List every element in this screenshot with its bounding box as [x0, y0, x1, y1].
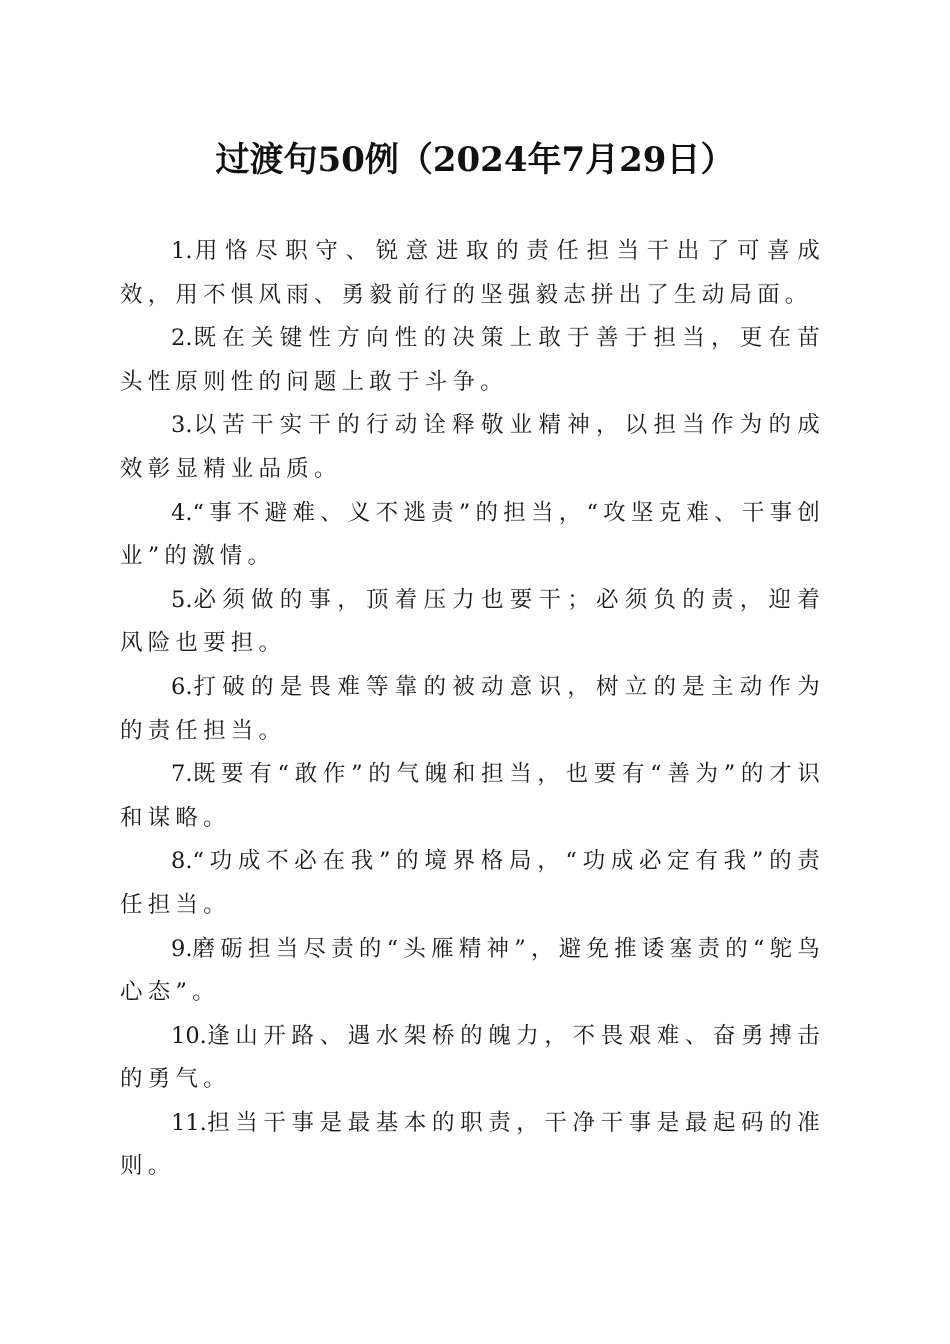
list-item [120, 840, 825, 927]
document-body [120, 230, 825, 1189]
item-text: 逢山开路、遇水架桥的魄力，不畏艰难、奋勇搏击的勇气。 [120, 1022, 825, 1093]
item-number: 2. [171, 325, 193, 352]
item-number: 8. [171, 848, 193, 875]
list-item [120, 317, 825, 404]
list-item [120, 230, 825, 317]
list-item [120, 666, 825, 753]
item-text: 用恪尽职守、锐意进取的责任担当干出了可喜成效，用不惧风雨、勇毅前行的坚强毅志拼出了生动局面。 [120, 238, 825, 308]
item-number: 11. [171, 1109, 207, 1136]
list-item [120, 404, 825, 491]
item-number: 1. [171, 238, 193, 264]
item-number: 7. [171, 761, 193, 788]
list-item [120, 579, 825, 666]
item-text: 以苦干实干的行动诠释敬业精神，以担当作为的成效彰显精业品质。 [120, 412, 825, 482]
item-text: 必须做的事，顶着压力也要干；必须负的责，迎着风险也要担。 [120, 586, 825, 657]
list-item [120, 753, 825, 840]
item-text: 既要有“敢作”的气魄和担当，也要有“善为”的才识和谋略。 [120, 761, 825, 831]
item-number: 4. [171, 499, 193, 526]
item-text: “功成不必在我”的境界格局，“功成必定有我”的责任担当。 [120, 848, 825, 918]
document-title: 过渡句50例（2024年7月29日） [215, 140, 735, 180]
item-text: 打破的是畏难等靠的被动意识，树立的是主动作为的责任担当。 [120, 673, 825, 744]
item-text: “事不避难、义不逃责”的担当，“攻坚克难、干事创业”的激情。 [120, 499, 825, 570]
list-item [120, 492, 825, 579]
item-number: 3. [171, 412, 193, 439]
item-text: 磨砺担当尽责的“头雁精神”，避免推诿塞责的“鸵鸟心态”。 [120, 935, 825, 1006]
item-text: 既在关键性方向性的决策上敢于善于担当，更在苗头性原则性的问题上敢于斗争。 [120, 325, 825, 395]
item-number: 6. [171, 673, 193, 700]
item-text: 担当干事是最基本的职责，干净干事是最起码的准则。 [120, 1109, 825, 1180]
list-item [120, 1015, 825, 1102]
item-number: 10. [171, 1022, 207, 1049]
list-item [120, 928, 825, 1015]
item-number: 9. [171, 935, 193, 962]
list-item [120, 1102, 825, 1189]
item-number: 5. [171, 586, 193, 613]
